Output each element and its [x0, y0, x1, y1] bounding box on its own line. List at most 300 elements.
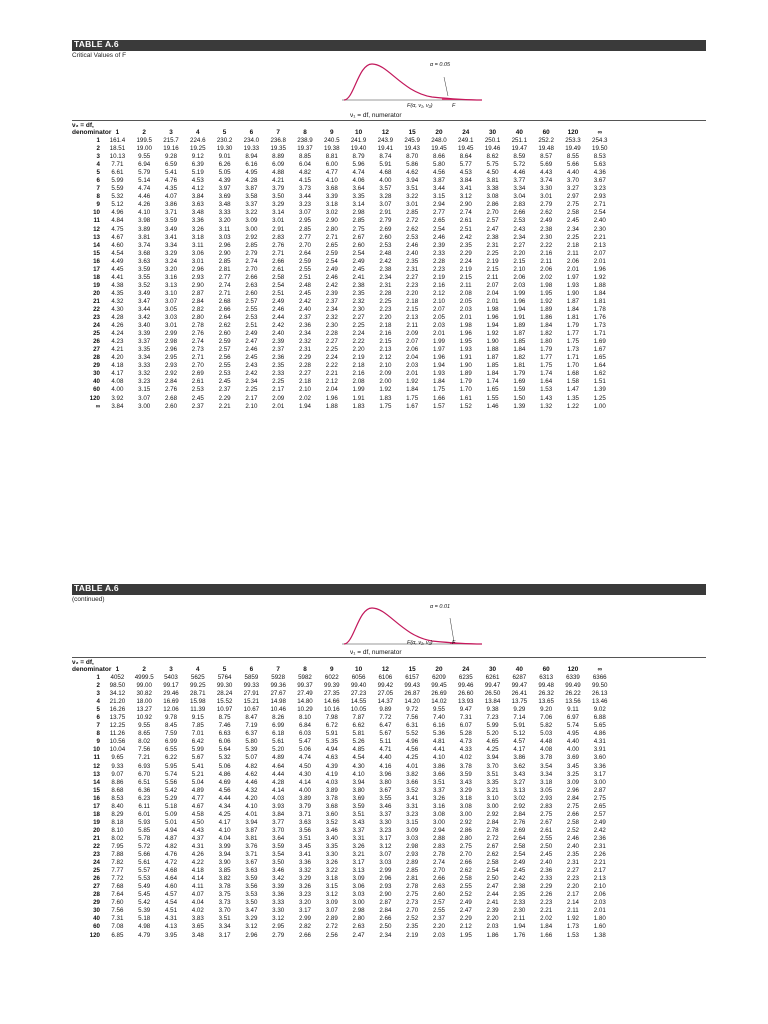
table-cell: 7.77 [111, 867, 124, 875]
table-cell: 4.95 [566, 730, 579, 738]
table-cell: 1.70 [459, 386, 472, 394]
table-cell: 2.31 [486, 241, 499, 249]
table-cell: 2.50 [379, 923, 392, 931]
table-cell: 3.74 [138, 241, 151, 249]
table-cell: 2.14 [566, 899, 579, 907]
table-cell: 2.90 [379, 891, 392, 899]
table-cell: 2.98 [352, 907, 365, 915]
table-cell: 2.12 [432, 289, 445, 297]
table-cell: 5.32 [111, 193, 124, 201]
table-row [72, 378, 613, 386]
table-cell: 6.00 [325, 161, 338, 169]
table-cell: 2.41 [352, 273, 365, 281]
table-cell: 3.03 [352, 891, 365, 899]
column-header: 60 [542, 129, 550, 136]
table-cell: 2.67 [486, 842, 499, 850]
table-cell: 13.93 [458, 698, 474, 706]
table-cell: 2.63 [432, 883, 445, 891]
table-cell: 1.98 [540, 281, 553, 289]
row-label: 28 [93, 354, 100, 362]
table-cell: 2.10 [379, 362, 392, 370]
row-label: 9 [96, 738, 100, 746]
table-cell: 3.26 [325, 859, 338, 867]
table-cell: 7.01 [191, 730, 204, 738]
row-label: 7 [96, 185, 100, 193]
table-cell: 2.19 [432, 273, 445, 281]
table-cell: 3.86 [513, 754, 526, 762]
corner-cell [72, 665, 104, 674]
table-cell: 3.50 [245, 899, 258, 907]
table-cell: 3.51 [432, 778, 445, 786]
row-label: 13 [93, 233, 100, 241]
table-cell: 3.69 [566, 754, 579, 762]
table-cell: 4.17 [513, 746, 526, 754]
table-row [72, 730, 613, 738]
table-cell: 2.12 [325, 378, 338, 386]
table-cell: 3.09 [406, 826, 419, 834]
table-cell: 1.73 [566, 346, 579, 354]
table-cell: 5.66 [138, 851, 151, 859]
table-cell: 2.12 [459, 923, 472, 931]
row-label: 27 [93, 883, 100, 891]
table-a6-continued-panel [72, 584, 706, 1024]
table-cell: 4.10 [325, 177, 338, 185]
table-cell: 4.60 [111, 241, 124, 249]
column-header: 12 [381, 129, 389, 136]
table-cell: 3.94 [218, 851, 231, 859]
table-tag: TABLE A.6 [74, 584, 119, 593]
table-cell: 7.88 [111, 851, 124, 859]
table-cell: 2.96 [191, 265, 204, 273]
table-cell: 2.58 [566, 818, 579, 826]
table-cell: 2.59 [218, 338, 231, 346]
table-cell: 2.80 [191, 314, 204, 322]
table-cell: 3.11 [191, 241, 204, 249]
table-cell: 4.32 [245, 786, 258, 794]
table-cell: 3.56 [298, 826, 311, 834]
table-cell: 19.40 [350, 145, 367, 153]
denominator-label-1: ν₂ = df, [72, 659, 94, 666]
table-cell: 6.22 [164, 754, 178, 762]
table-cell: 4.64 [272, 762, 285, 770]
table-cell: 2.75 [406, 891, 419, 899]
table-cell: 3.05 [540, 786, 553, 794]
table-cell: 3.94 [406, 177, 419, 185]
table-cell: 1.88 [593, 281, 606, 289]
table-cell: 3.58 [245, 193, 258, 201]
table-cell: 3.37 [138, 338, 151, 346]
table-row [72, 137, 613, 145]
table-cell: 99.46 [458, 682, 474, 690]
table-cell: 4.10 [245, 802, 258, 810]
table-cell: 2.76 [164, 386, 178, 394]
table-cell: 3.01 [540, 193, 553, 201]
table-cell: 2.42 [272, 322, 285, 330]
table-cell: 3.15 [406, 818, 419, 826]
table-cell: 9.89 [379, 706, 392, 714]
table-cell: 2.62 [406, 225, 419, 233]
table-cell: 4.76 [164, 851, 178, 859]
table-cell: 2.03 [486, 923, 499, 931]
table-cell: 2.16 [352, 370, 365, 378]
table-cell: 6.16 [432, 722, 445, 730]
table-cell: 4.10 [218, 826, 231, 834]
table-cell: 26.87 [404, 690, 420, 698]
row-label: 18 [93, 273, 100, 281]
table-cell: 2.25 [245, 386, 258, 394]
table-cell: 2.40 [593, 217, 606, 225]
table-cell: 3.79 [272, 185, 285, 193]
table-cell: 3.13 [164, 281, 178, 289]
table-cell: 2.09 [272, 394, 285, 402]
table-cell: 4.18 [191, 867, 204, 875]
table-cell: 5.41 [191, 762, 204, 770]
table-cell: 2.20 [566, 883, 579, 891]
table-cell: 3.91 [593, 746, 606, 754]
table-cell: 3.54 [540, 762, 553, 770]
table-cell: 2.75 [352, 225, 365, 233]
row-label: 10 [93, 209, 100, 217]
table-cell: 6.88 [593, 714, 606, 722]
table-cell: 9.20 [540, 706, 553, 714]
table-cell: 6.42 [191, 738, 204, 746]
table-cell: 2.96 [245, 931, 258, 939]
table-cell: 2.75 [459, 842, 472, 850]
table-cell: 11.26 [109, 730, 125, 738]
table-cell: 1.91 [459, 354, 472, 362]
table-cell: 2.19 [406, 931, 419, 939]
table-cell: 3.98 [138, 217, 151, 225]
row-label: 29 [93, 899, 100, 907]
table-cell: 5.63 [593, 161, 606, 169]
table-cell: 2.85 [406, 867, 419, 875]
table-cell: 3.50 [272, 859, 285, 867]
table-cell: 3.00 [352, 899, 365, 907]
table-cell: 8.47 [245, 714, 258, 722]
table-cell: 7.95 [111, 842, 124, 850]
table-cell: 4.41 [111, 273, 124, 281]
table-row [72, 201, 613, 209]
table-cell: 3.69 [352, 794, 365, 802]
table-cell: 2.07 [486, 281, 499, 289]
table-cell: 2.29 [459, 915, 472, 923]
table-cell: 2.74 [191, 338, 204, 346]
table-cell: 2.60 [432, 891, 445, 899]
table-cell: 5.81 [352, 730, 365, 738]
table-cell: 3.21 [486, 786, 499, 794]
table-cell: 5.61 [138, 859, 151, 867]
row-label: 14 [93, 241, 100, 249]
table-cell: 2.16 [379, 330, 392, 338]
table-cell: 1.66 [540, 931, 553, 939]
table-cell: 2.23 [406, 281, 419, 289]
table-cell: 4.04 [191, 899, 204, 907]
table-cell: 2.32 [352, 297, 365, 305]
table-cell: 99.39 [324, 682, 340, 690]
table-cell: 1.79 [566, 322, 579, 330]
table-cell: 4.33 [459, 746, 472, 754]
table-cell: 2.24 [352, 330, 365, 338]
table-cell: 3.18 [325, 875, 338, 883]
curve-label: F(α, ν₁, ν₂) [407, 103, 433, 109]
table-cell: 99.17 [163, 682, 179, 690]
table-cell: 3.36 [593, 762, 606, 770]
table-cell: 19.38 [324, 145, 340, 153]
table-cell: 1.87 [486, 354, 499, 362]
table-cell: 6.97 [566, 714, 579, 722]
row-label: 20 [93, 289, 100, 297]
table-cell: 5.74 [164, 770, 178, 778]
table-cell: 3.73 [218, 899, 231, 907]
table-cell: 3.39 [138, 330, 151, 338]
table-cell: 7.23 [486, 714, 499, 722]
table-cell: 2.18 [406, 297, 419, 305]
column-header: 10 [355, 129, 363, 136]
table-cell: 3.15 [325, 883, 338, 891]
table-cell: 1.93 [432, 370, 445, 378]
table-cell: 4.22 [191, 859, 204, 867]
table-cell: 3.33 [272, 899, 285, 907]
table-cell: 3.34 [138, 354, 151, 362]
table-cell: 3.01 [272, 217, 285, 225]
column-header: 10 [355, 666, 363, 673]
table-cell: 2.35 [513, 891, 526, 899]
table-cell: 2.71 [593, 201, 606, 209]
table-cell: 2.29 [298, 354, 311, 362]
table-cell: 2.63 [352, 923, 365, 931]
table-cell: 1.46 [486, 402, 499, 410]
table-cell: 2.22 [540, 241, 553, 249]
table-cell: 3.00 [432, 818, 445, 826]
table-cell: 4.94 [325, 746, 338, 754]
row-label: 17 [93, 802, 100, 810]
table-cell: 3.41 [459, 185, 472, 193]
table-cell: 2.11 [406, 322, 418, 330]
table-cell: 5764 [217, 674, 232, 681]
table-cell: 1.79 [540, 346, 553, 354]
table-cell: 3.09 [245, 217, 258, 225]
table-row [72, 338, 613, 346]
table-cell: 2.19 [352, 354, 365, 362]
table-cell: 2.54 [272, 281, 285, 289]
table-cell: 3.23 [593, 185, 606, 193]
table-cell: 3.18 [325, 201, 338, 209]
table-cell: 2.49 [593, 818, 606, 826]
table-cell: 3.12 [459, 193, 472, 201]
table-cell: 2.64 [298, 249, 311, 257]
table-cell: 2.09 [406, 330, 419, 338]
table-cell: 1.93 [566, 281, 579, 289]
table-cell: 1.55 [486, 394, 499, 402]
table-cell: 3.48 [191, 209, 204, 217]
row-label: 4 [96, 161, 100, 169]
table-cell: 6.70 [138, 770, 151, 778]
table-cell: 2.38 [352, 281, 365, 289]
table-row [72, 835, 613, 843]
table-cell: 3.14 [352, 201, 365, 209]
column-header: 15 [408, 666, 416, 673]
table-cell: 9.38 [486, 706, 499, 714]
table-cell: 2.73 [191, 346, 204, 354]
f-critical-table-001 [72, 665, 613, 940]
table-cell: 3.59 [352, 802, 365, 810]
table-cell: 1.38 [593, 931, 606, 939]
table-cell: 9.72 [406, 706, 419, 714]
table-row [72, 395, 613, 403]
table-cell: 2.87 [191, 289, 204, 297]
table-cell: 3.59 [164, 217, 178, 225]
table-cell: 2.45 [245, 354, 258, 362]
table-cell: 4.86 [593, 730, 606, 738]
table-cell: 6.94 [138, 161, 151, 169]
table-cell: 7.71 [111, 161, 124, 169]
column-header: 5 [222, 129, 227, 136]
table-cell: 1.84 [406, 386, 419, 394]
table-cell: 2.10 [593, 883, 606, 891]
table-cell: 14.66 [324, 698, 340, 706]
table-subtitle: (continued) [72, 596, 105, 603]
table-cell: 2.45 [540, 851, 553, 859]
table-cell: 8.53 [593, 153, 606, 161]
table-cell: 2.45 [566, 217, 579, 225]
table-cell: 3.81 [486, 177, 499, 185]
table-cell: 2.27 [352, 314, 365, 322]
table-cell: 3.03 [379, 859, 392, 867]
table-cell: 2.37 [298, 314, 311, 322]
table-cell: 4.81 [432, 738, 445, 746]
table-cell: 2.54 [325, 257, 338, 265]
table-cell: 2.66 [218, 305, 231, 313]
table-cell: 2.20 [486, 915, 499, 923]
table-cell: 2.48 [379, 249, 392, 257]
table-cell: 29.46 [163, 690, 179, 698]
table-cell: 1.67 [593, 346, 606, 354]
table-cell: 3.35 [325, 842, 338, 850]
table-cell: 3.70 [272, 826, 285, 834]
table-cell: 19.47 [511, 145, 528, 153]
table-cell: 2.87 [593, 786, 606, 794]
column-header: 24 [462, 666, 470, 673]
table-cell: 241.9 [350, 137, 367, 144]
table-cell: 3.95 [164, 931, 178, 939]
table-cell: 3.39 [272, 883, 285, 891]
table-cell: 3.20 [218, 217, 231, 225]
table-cell: 3.12 [379, 842, 392, 850]
table-cell: 2.15 [513, 257, 526, 265]
table-cell: 13.46 [592, 698, 608, 706]
table-cell: 4.03 [325, 778, 338, 786]
table-cell: 2.13 [406, 314, 419, 322]
table-cell: 3.23 [406, 810, 419, 818]
table-cell: 15.52 [216, 698, 233, 706]
row-label: 60 [93, 923, 100, 931]
table-cell: 2.27 [298, 370, 311, 378]
table-cell: 3.77 [272, 818, 285, 826]
table-cell: 3.40 [325, 834, 338, 842]
table-cell: 6.47 [379, 722, 392, 730]
table-cell: 4.54 [111, 249, 124, 257]
table-cell: 15.21 [243, 698, 260, 706]
table-cell: 3.34 [540, 770, 553, 778]
table-cell: 2.13 [593, 875, 606, 883]
table-cell: 3.75 [218, 891, 231, 899]
table-cell: 1.90 [486, 338, 499, 346]
table-cell: 8.55 [566, 153, 579, 161]
table-cell: 2.78 [486, 826, 499, 834]
table-cell: 2.93 [379, 883, 392, 891]
table-cell: 3.10 [164, 289, 178, 297]
table-cell: 6235 [458, 674, 473, 681]
table-cell: 9.55 [432, 706, 445, 714]
table-cell: 2.21 [593, 233, 606, 241]
table-cell: 4.87 [164, 834, 178, 842]
table-row [72, 266, 613, 274]
table-cell: 7.72 [379, 714, 392, 722]
table-cell: 3.37 [245, 201, 258, 209]
table-row [72, 226, 613, 234]
table-cell: 2.13 [593, 241, 606, 249]
table-cell: 1.84 [540, 322, 553, 330]
table-cell: 2.76 [272, 241, 285, 249]
row-label: 24 [93, 322, 100, 330]
table-cell: 5.79 [138, 169, 151, 177]
table-cell: 2.39 [432, 241, 445, 249]
table-cell: 1.84 [513, 346, 526, 354]
table-cell: 2.61 [459, 217, 472, 225]
table-cell: 2.79 [272, 931, 285, 939]
table-title-bar [72, 40, 706, 51]
table-cell: 2.10 [513, 265, 526, 273]
table-cell: 2.34 [325, 305, 338, 313]
table-cell: 7.56 [406, 714, 419, 722]
table-cell: 4.57 [513, 738, 526, 746]
table-cell: 19.41 [377, 145, 394, 153]
table-cell: 3.66 [406, 778, 419, 786]
table-cell: 3.09 [325, 899, 338, 907]
table-cell: 1.96 [513, 297, 526, 305]
table-cell: 2.61 [191, 378, 204, 386]
table-cell: 234.0 [243, 137, 260, 144]
table-cell: 2.01 [459, 314, 472, 322]
table-cell: 2.52 [406, 915, 419, 923]
table-cell: 2.91 [272, 225, 285, 233]
table-cell: 15.98 [190, 698, 206, 706]
table-row [72, 746, 613, 754]
table-cell: 2.94 [432, 826, 445, 834]
table-cell: 2.18 [379, 322, 392, 330]
table-cell: 3.54 [272, 851, 285, 859]
table-cell: 2.95 [164, 354, 178, 362]
table-cell: 12.06 [163, 706, 179, 714]
table-cell: 5.20 [272, 746, 285, 754]
table-cell: 1.53 [566, 931, 579, 939]
table-cell: 2.82 [298, 923, 311, 931]
table-cell: 3.29 [298, 875, 311, 883]
table-cell: 28.24 [216, 690, 233, 698]
table-cell: 2.25 [486, 249, 499, 257]
table-cell: 8.86 [111, 778, 124, 786]
table-cell: 7.87 [352, 714, 365, 722]
table-cell: 2.69 [379, 225, 392, 233]
table-cell: 2.01 [272, 402, 285, 410]
table-cell: 19.16 [163, 145, 179, 153]
table-cell: 18.51 [109, 145, 126, 153]
table-cell: 3.62 [513, 762, 526, 770]
table-cell: 19.48 [538, 145, 554, 153]
table-cell: 3.26 [298, 883, 311, 891]
table-cell: 5.91 [379, 161, 392, 169]
table-cell: 2.15 [379, 338, 392, 346]
